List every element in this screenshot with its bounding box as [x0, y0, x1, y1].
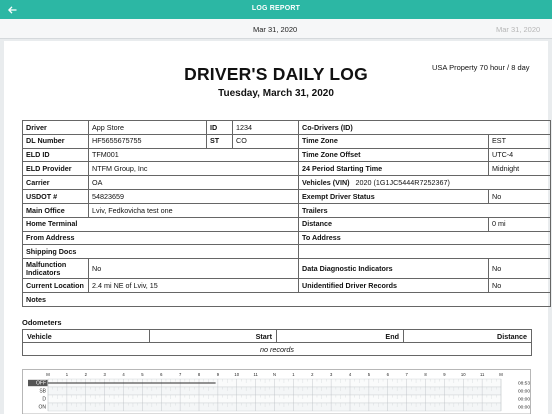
exempt-label: Exempt Driver Status — [299, 190, 489, 204]
table-row — [23, 279, 551, 293]
odo-header-distance: Distance — [404, 330, 532, 343]
location-label: Current Location — [23, 279, 89, 293]
carrier-label: Carrier — [23, 176, 89, 190]
distance-value: 0 mi — [489, 217, 551, 231]
hour-label: 4 — [122, 372, 125, 377]
dl-label: DL Number — [23, 134, 89, 148]
carrier-value: OA — [89, 176, 299, 190]
row-label: ON — [38, 404, 46, 411]
hour-label: 7 — [178, 372, 182, 377]
hour-label: 8 — [197, 372, 201, 377]
duty-status-grid — [22, 369, 531, 414]
id-label: ID — [207, 121, 233, 135]
ruleset-label: USA Property 70 hour / 8 day — [432, 63, 530, 72]
malfunction-value: No — [89, 259, 299, 279]
table-row — [23, 217, 551, 231]
hour-label: 11 — [479, 372, 485, 377]
id-value: 1234 — [233, 121, 299, 135]
odo-empty-message: no records — [23, 343, 532, 356]
hour-label: 1 — [292, 372, 295, 377]
hour-label: 10 — [460, 372, 466, 377]
tz-label: Time Zone — [299, 134, 489, 148]
hour-label: 6 — [386, 372, 389, 377]
table-row — [23, 121, 551, 135]
shipping-label: Shipping Docs — [23, 245, 299, 259]
table-row — [23, 176, 551, 190]
usdot-value: 54823659 — [89, 190, 299, 204]
codrivers-label: Co-Drivers (ID) — [299, 121, 551, 135]
table-row — [23, 203, 551, 217]
row-total: 00:00 — [517, 405, 530, 411]
odometers-table — [22, 329, 532, 356]
odo-header-vehicle: Vehicle — [23, 330, 150, 343]
provider-value: NTFM Group, Inc — [89, 162, 299, 176]
hour-label: 9 — [443, 372, 446, 377]
unidentified-label: Unidentified Driver Records — [299, 279, 489, 293]
table-row — [23, 245, 551, 259]
distance-label: Distance — [299, 217, 489, 231]
table-row — [23, 343, 532, 356]
hour-label: 2 — [311, 372, 314, 377]
row-total: 08:53 — [517, 381, 530, 387]
office-label: Main Office — [23, 203, 89, 217]
hour-label: 7 — [405, 372, 408, 377]
table-row — [23, 148, 551, 162]
exempt-value: No — [489, 190, 551, 204]
tz-offset-label: Time Zone Offset — [299, 148, 489, 162]
hour-label: 9 — [216, 372, 220, 377]
table-row — [23, 190, 551, 204]
diag-value: No — [489, 259, 551, 279]
row-total: 00:00 — [517, 389, 530, 395]
hour-label: 5 — [367, 372, 371, 377]
hour-label: 1 — [65, 372, 69, 377]
row-label: OFF — [36, 380, 46, 387]
table-header-row — [23, 330, 532, 343]
hour-label: M — [499, 372, 503, 377]
tz-value: EST — [489, 134, 551, 148]
vehicles-label: Vehicles (VIN) — [302, 177, 350, 187]
to-label: To Address — [299, 231, 551, 245]
tz-offset-value: UTC-4 — [489, 148, 551, 162]
top-bar — [0, 0, 552, 19]
hour-label: M — [46, 372, 50, 377]
hour-label: N — [272, 372, 277, 377]
notes-label: Notes — [23, 293, 551, 307]
period-label: 24 Period Starting Time — [299, 162, 489, 176]
date-navigation — [0, 19, 552, 39]
hour-label: 11 — [253, 372, 258, 377]
from-label: From Address — [23, 231, 299, 245]
row-label: SB — [39, 388, 46, 395]
hour-label: 3 — [329, 372, 333, 377]
terminal-label: Home Terminal — [23, 217, 299, 231]
hour-label: 3 — [103, 372, 106, 377]
period-value: Midnight — [489, 162, 551, 176]
driver-label: Driver — [23, 121, 89, 135]
table-row — [23, 293, 551, 307]
eld-id-value: TFM001 — [89, 148, 299, 162]
log-title: DRIVER'S DAILY LOG — [184, 64, 368, 84]
odometers-title: Odometers — [22, 318, 62, 327]
office-value: Lviv, Fedkovicha test one — [89, 203, 299, 217]
provider-label: ELD Provider — [23, 162, 89, 176]
usdot-label: USDOT # — [23, 190, 89, 204]
table-row — [23, 231, 551, 245]
row-label: D — [42, 396, 46, 403]
hour-label: 4 — [348, 372, 352, 377]
st-label: ST — [207, 134, 233, 148]
hour-label: 5 — [141, 372, 144, 377]
shipping-blank — [299, 245, 551, 259]
table-row — [23, 162, 551, 176]
row-total: 00:00 — [517, 397, 530, 403]
duty-status-graph — [22, 369, 531, 414]
table-row — [23, 134, 551, 148]
odo-header-start: Start — [150, 330, 277, 343]
vehicles-value: 2020 (1G1JC5444R7252367) — [355, 177, 450, 187]
table-row — [23, 259, 551, 279]
driver-info-table — [22, 120, 551, 307]
log-date: Tuesday, March 31, 2020 — [218, 88, 334, 99]
hour-label: 10 — [234, 372, 240, 377]
malfunction-label: Malfunction Indicators — [23, 259, 89, 279]
hour-label: 6 — [160, 372, 163, 377]
hour-label: 8 — [424, 372, 427, 377]
next-date-tab[interactable]: Mar 31, 2020 — [496, 25, 541, 34]
diag-label: Data Diagnostic Indicators — [299, 259, 489, 279]
page-title: LOG REPORT — [251, 5, 301, 12]
vehicles-cell — [299, 176, 551, 190]
trailers-label: Trailers — [299, 203, 551, 217]
st-value: CO — [233, 134, 299, 148]
location-value: 2.4 mi NE of Lviv, 15 — [89, 279, 299, 293]
eld-id-label: ELD ID — [23, 148, 89, 162]
driver-value: App Store — [89, 121, 207, 135]
hour-label: 2 — [84, 372, 87, 377]
unidentified-value: No — [489, 279, 551, 293]
dl-value: HF5655675755 — [89, 134, 207, 148]
odo-header-end: End — [277, 330, 404, 343]
current-date-tab[interactable]: Mar 31, 2020 — [253, 25, 298, 34]
